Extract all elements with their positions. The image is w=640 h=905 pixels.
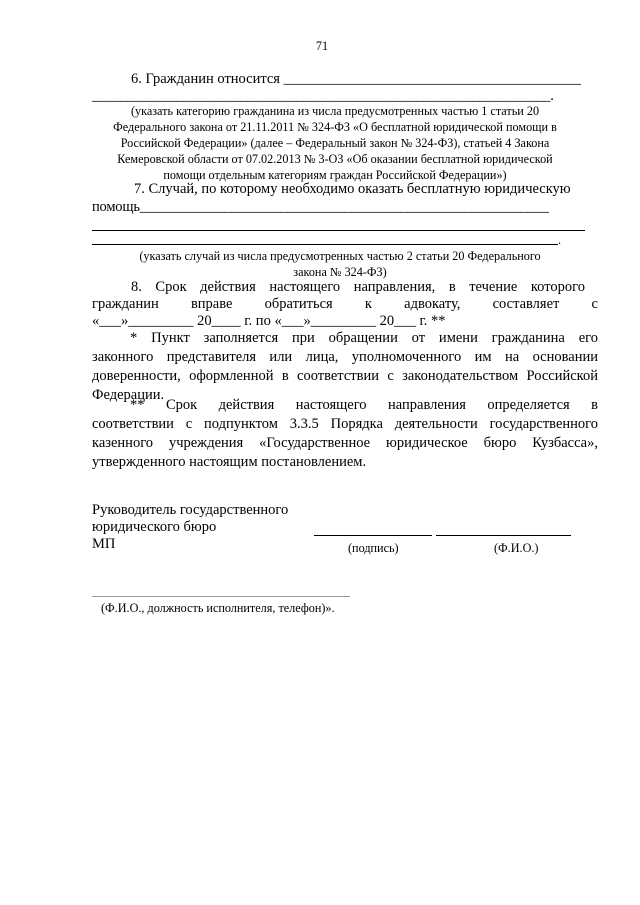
item-7-line1: 7. Случай, по которому необходимо оказать бесплатную юридическую — [134, 181, 571, 197]
item-8-dates: «___»_________ 20____ г. по «___»_________ 20___ г. ** — [92, 313, 446, 329]
signatory-role-line2: юридического бюро — [92, 519, 217, 535]
word: адвокату, — [404, 296, 461, 312]
note-line: закона № 324-ФЗ) — [293, 265, 387, 279]
word: течение — [469, 279, 518, 295]
note-line: Российской Федерации» (далее – Федеральный закон № 324-ФЗ), статьей 4 Закона — [120, 136, 550, 150]
note-line: помощи отдельным категориям граждан Российской Федерации») — [163, 168, 507, 182]
item-6-underline: _________________________________________ — [283, 71, 581, 87]
item-7-line2: помощь__________________________________________________________ — [92, 199, 549, 215]
footnote-line: законного представителя или лица, уполномоченного им на основании — [92, 349, 598, 365]
word: направления, — [353, 279, 436, 295]
name-label: (Ф.И.О.) — [494, 541, 539, 555]
footnote-double-asterisk — [92, 396, 598, 472]
word: которого — [530, 279, 585, 295]
word: 8. — [131, 279, 142, 295]
executor-label: (Ф.И.О., должность исполнителя, телефон)». — [101, 601, 335, 615]
item-7-note — [90, 248, 590, 280]
footnote-line: * Пункт заполняется при обращении от имени гражданина его — [130, 330, 598, 346]
name-line — [436, 535, 571, 536]
item-6-line2: _________________________________________________________________. — [92, 88, 554, 104]
word: гражданин — [92, 296, 159, 312]
blank-line-dot: . — [558, 233, 562, 247]
word: настоящего — [269, 279, 341, 295]
word: действия — [200, 279, 256, 295]
note-line: Федерального закона от 21.11.2011 № 324-ФЗ «О бесплатной юридической помощи в — [113, 120, 557, 134]
executor-line — [92, 596, 350, 597]
word: составляет — [492, 296, 560, 312]
footnote-line: соответствии с подпунктом 3.3.5 Порядка деятельности государственного — [92, 416, 598, 432]
footnote-line: доверенности, оформленной в соответствии с законодательством Российской — [92, 368, 598, 384]
seal-mark: МП — [92, 536, 116, 552]
word: обратиться — [264, 296, 333, 312]
item-6-text: 6. Гражданин относится — [131, 71, 284, 87]
word: в — [448, 279, 456, 295]
note-line: Кемеровской области от 07.02.2013 № 3-ОЗ «Об оказании бесплатной юридической — [117, 152, 553, 166]
signatory-role-line1: Руководитель государственного — [92, 502, 289, 518]
footnote-line: Федерации. — [92, 387, 165, 403]
page-number: 71 — [315, 39, 329, 53]
word: с — [591, 296, 598, 312]
word: к — [364, 296, 372, 312]
item-6-note — [80, 103, 590, 183]
footnote-line: утвержденного настоящим постановлением. — [92, 454, 367, 470]
blank-line — [92, 230, 585, 231]
signature-line — [314, 535, 432, 536]
note-line: (указать случай из числа предусмотренных частью 2 статьи 20 Федерального — [139, 249, 541, 263]
footnote-line: казенного учреждения «Государственное юридическое бюро Кузбасса», — [92, 435, 598, 451]
word: Срок — [155, 279, 187, 295]
footnote-line: ** Срок действия настоящего направления определяется в — [130, 397, 598, 413]
footnote-asterisk — [92, 329, 598, 405]
word: вправе — [190, 296, 233, 312]
signature-label: (подпись) — [348, 541, 399, 555]
note-line: (указать категорию гражданина из числа предусмотренных частью 1 статьи 20 — [130, 104, 540, 118]
blank-line — [92, 244, 558, 245]
